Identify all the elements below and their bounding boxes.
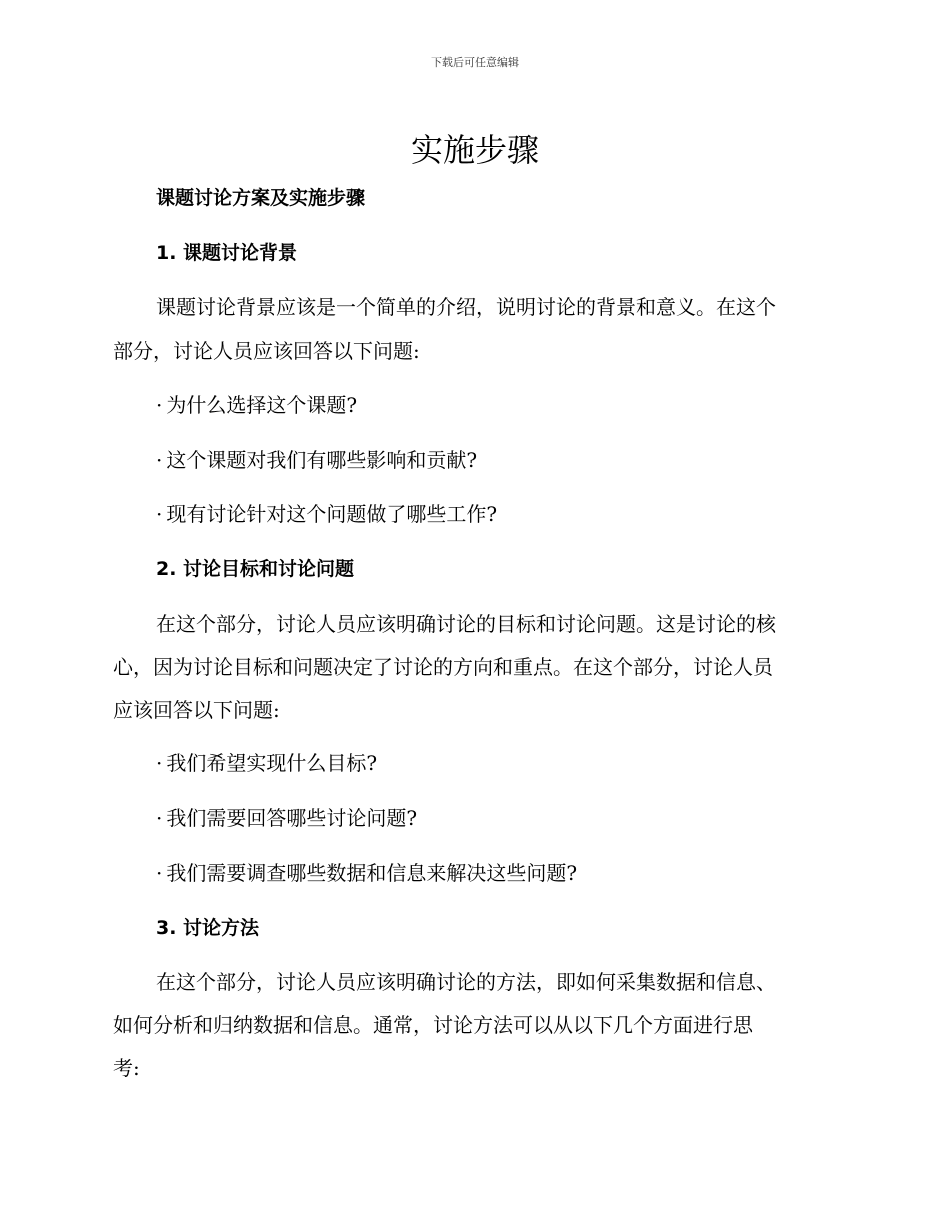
bullet-item xyxy=(156,446,477,474)
section-2-paragraph-line: 在这个部分，讨论人员应该明确讨论的目标和讨论问题。这是讨论的核 xyxy=(156,612,776,636)
bullet-text: 现有讨论针对这个问题做了哪些工作? xyxy=(166,502,498,526)
bullet-item xyxy=(156,804,417,832)
section-3-paragraph-line: 如何分析和归纳数据和信息。通常，讨论方法可以从以下几个方面进行思 xyxy=(113,1013,753,1037)
section-1-heading: 1. 课题讨论背景 xyxy=(156,242,298,264)
bullet-item xyxy=(156,391,357,419)
bullet-dot: · xyxy=(156,806,163,830)
bullet-dot: · xyxy=(156,502,163,526)
bullet-item xyxy=(156,749,377,777)
section-3-paragraph-line: 在这个部分，讨论人员应该明确讨论的方法，即如何采集数据和信息、 xyxy=(156,970,776,994)
section-1-paragraph-line: 部分，讨论人员应该回答以下问题: xyxy=(113,339,420,363)
section-1-paragraph-line: 课题讨论背景应该是一个简单的介绍，说明讨论的背景和意义。在这个 xyxy=(156,295,776,319)
bullet-text: 我们希望实现什么目标? xyxy=(166,751,378,775)
bullet-text: 为什么选择这个课题? xyxy=(166,393,358,417)
header-note: 下载后可任意编辑 xyxy=(431,56,519,69)
section-3-paragraph-line: 考: xyxy=(113,1056,140,1080)
page-title: 实施步骤 xyxy=(410,131,539,169)
section-2-paragraph-line: 心，因为讨论目标和问题决定了讨论的方向和重点。在这个部分，讨论人员 xyxy=(113,655,773,679)
section-3-heading: 3. 讨论方法 xyxy=(156,917,260,939)
bullet-dot: · xyxy=(156,751,163,775)
bullet-item xyxy=(156,500,497,528)
bullet-text: 我们需要调查哪些数据和信息来解决这些问题? xyxy=(166,861,578,885)
bullet-item xyxy=(156,859,577,887)
bullet-dot: · xyxy=(156,861,163,885)
document-subtitle: 课题讨论方案及实施步骤 xyxy=(156,187,366,209)
section-2-heading: 2. 讨论目标和讨论问题 xyxy=(156,558,355,580)
bullet-dot: · xyxy=(156,448,163,472)
bullet-text: 这个课题对我们有哪些影响和贡献? xyxy=(166,448,478,472)
bullet-text: 我们需要回答哪些讨论问题? xyxy=(166,806,418,830)
bullet-dot: · xyxy=(156,393,163,417)
section-2-paragraph-line: 应该回答以下问题: xyxy=(113,698,280,722)
